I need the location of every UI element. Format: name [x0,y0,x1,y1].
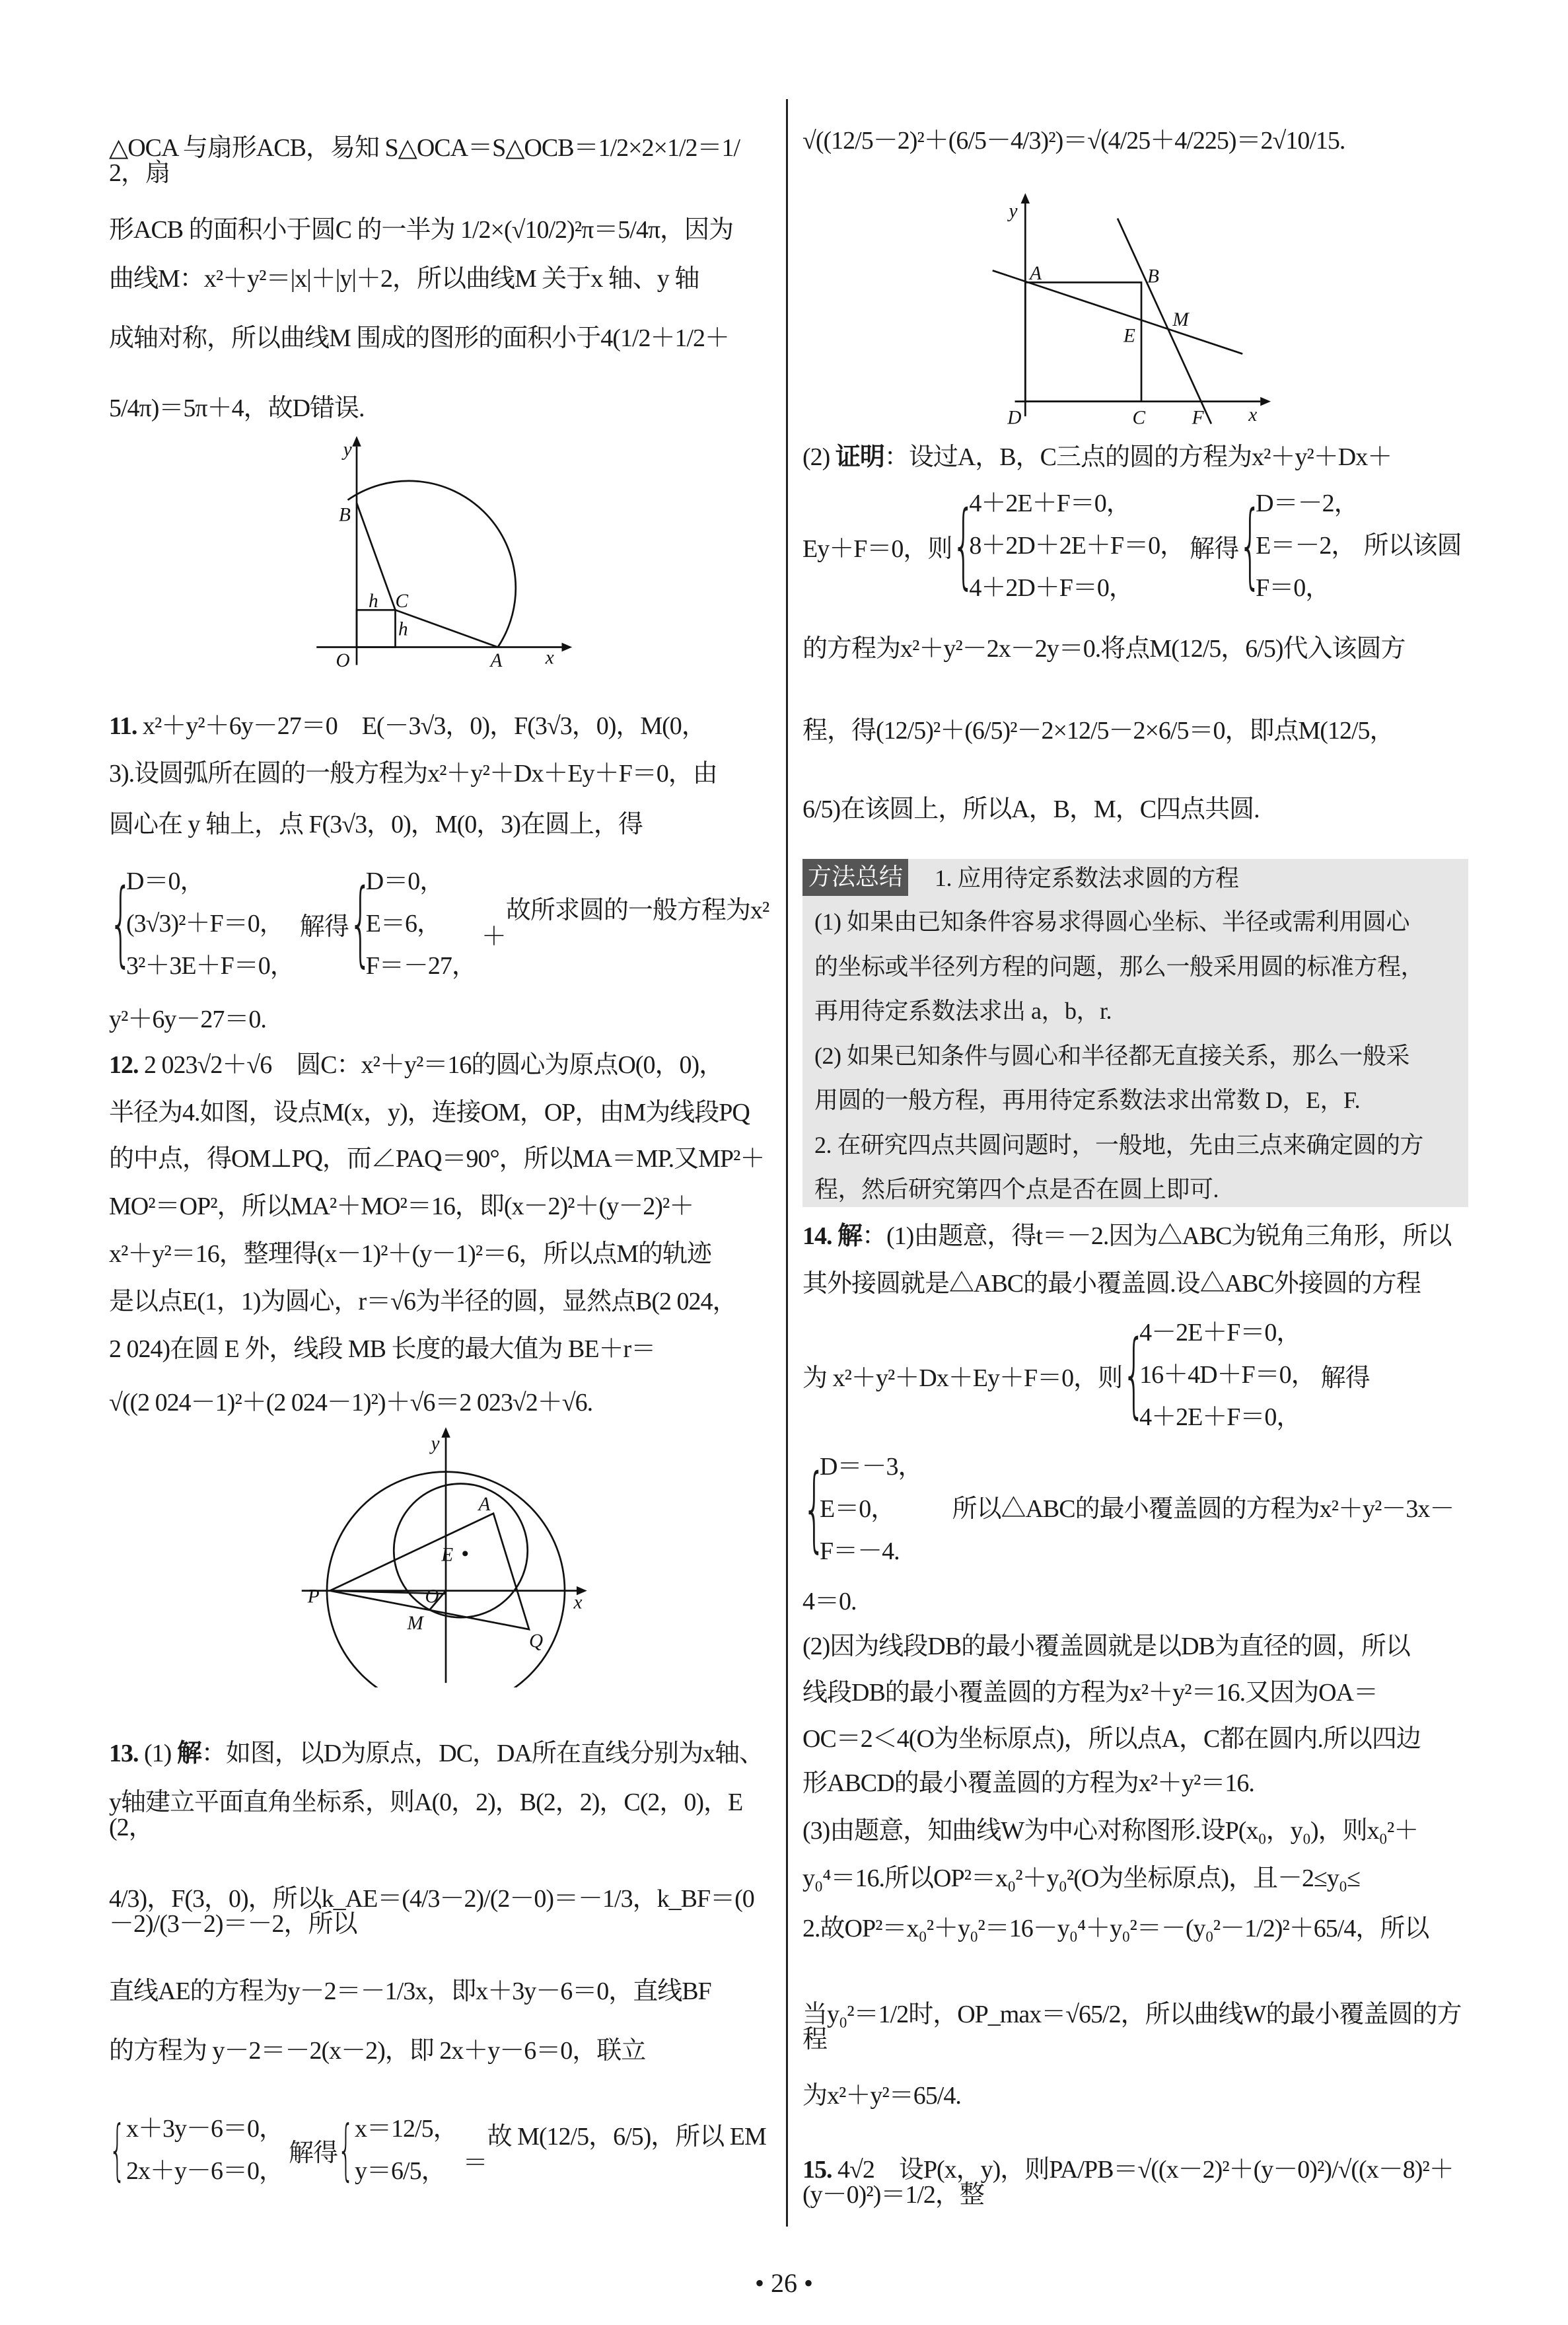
text-line: 4/3)，F(3，0)，所以k_AE＝(4/3－2)/(2－0)＝－1/3，k_BF＝(0－2)/(3－2)＝－2，所以 [109,1885,754,1938]
summary-line: 2. 在研究四点共圆问题时，一般地，先由三点来确定圆的方 [814,1132,1424,1158]
brace: { [802,1455,826,1563]
equation-system [802,1311,1463,1438]
point-label-q: Q [529,1631,544,1652]
equation-system [802,482,1463,609]
system-pre-text: 为 x²＋y²＋Dx＋Ey＋F＝0，则 [802,1364,1123,1392]
text-line: y轴建立平面直角坐标系，则A(0，2)，B(2，2)，C(2，0)，E(2， [109,1789,743,1841]
solution-label: 解 [176,1740,201,1767]
point-label-d: D [1007,407,1022,429]
point-label-p: P [307,1586,320,1607]
brace: { [109,869,133,977]
system-rows: 4－2E＋F＝0， 16＋4D＋F＝0， 4＋2E＋F＝0， [1139,1319,1316,1431]
q13-line [109,1741,769,1766]
text-span: 2 023√2＋√6 圆C：x²＋y²＝16的圆心为原点O(0，0)， [144,1051,724,1079]
text-line: 5/4π)＝5π＋4，故D错误. [109,394,365,422]
question-number: 14. [802,1222,832,1250]
question-number: 11. [109,712,137,740]
axis-label-x: x [573,1592,583,1613]
system-after-text: 所以△ABC的最小覆盖圆的方程为x²＋y²－3x－ [927,1495,1454,1523]
text-line: 4＝0. [802,1588,857,1615]
text-line: 线段DB的最小覆盖圆的方程为x²＋y²＝16.又因为OA＝ [802,1679,1378,1707]
text-span: ：设过A，B，C三点的圆的方程为x²＋y²＋Dx＋ [884,443,1392,471]
text-line: 3).设圆弧所在圆的一般方程为x²＋y²＋Dx＋Ey＋F＝0，由 [109,760,717,788]
point-label-e: E [1123,325,1135,347]
point-label-a: A [1030,262,1042,284]
text-line: 曲线M：x²＋y²＝|x|＋|y|＋2，所以曲线M 关于x 轴、y 轴 [109,265,699,293]
summary-line: 1. 应用待定系数法求圆的方程 [935,865,1239,891]
text-line: √((2 024－1)²＋(2 024－1)²)＋√6＝2 023√2＋√6. [109,1389,593,1417]
text-line: 的方程为 y－2＝－2(x－2)，即 2x＋y－6＝0，联立 [109,2037,646,2065]
summary-line: 的坐标或半径列方程的问题，那么一般采用圆的标准方程， [814,953,1425,980]
system-rows: D＝0， E＝6， F＝－27， [365,867,476,980]
solve-label: 解得 [289,2139,338,2167]
page-number: • 26 • [754,2268,813,2298]
figure-circle-pq [297,1427,594,1687]
axis-label-y: y [1009,200,1018,222]
point-label-a: A [478,1494,491,1516]
axis-label-x: x [545,647,554,669]
brace: { [109,2111,126,2188]
text-line: 6/5)在该圆上，所以A，B，M，C四点共圆. [802,795,1260,823]
point-label-c: C [395,590,409,612]
axis-label-y: y [343,439,352,461]
text-line: 是以点E(1，1)为圆心，r＝√6为半径的圆，显然点B(2 024， [109,1288,737,1315]
text-line: 形ACB 的面积小于圆C 的一半为 1/2×(√10/2)²π＝5/4π，因为 [109,216,734,244]
text-span: ：(1)由题意，得t＝－2.因为△ABC为锐角三角形，所以 [862,1222,1452,1250]
system-rows: D＝0， (3√3)²＋F＝0， 3²＋3E＋F＝0， [126,867,295,980]
column-divider [786,99,788,2227]
text-line: 成轴对称，所以曲线M 围成的图形的面积小于4(1/2＋1/2＋ [109,324,730,352]
part-label: (1) [144,1740,172,1767]
point-label-m: M [1172,309,1189,330]
part-label: (2) [802,443,830,471]
label-h: h [398,618,408,640]
system-after-text: 故所求圆的一般方程为x²＋ [481,897,769,951]
point-label-b: B [339,504,351,526]
q11-line [109,714,769,739]
point-label-e: E [441,1544,454,1566]
brace: { [338,2111,355,2188]
text-line: y²＋6y－27＝0. [109,1006,266,1033]
summary-line: (1) 如果由已知条件容易求得圆心坐标、半径或需利用圆心 [814,908,1409,935]
text-line: 当y₀²＝1/2时，OP_max＝√65/2，所以曲线W的最小覆盖圆的方程 [802,2001,1462,2053]
text-line: √((12/5－2)²＋(6/5－4/3)²)＝√(4/25＋4/225)＝2√10/15. [802,127,1345,155]
q15-line [802,2157,1463,2207]
system-rows: D＝－2， E＝－2， F＝0， [1256,490,1359,602]
equation-system [802,1446,1463,1572]
text-span: x²＋y²＋6y－27＝0 E(－3√3，0)，F(3√3，0)，M(0， [142,712,706,740]
question-number: 13. [109,1740,139,1767]
figure-sector-acb [297,436,594,674]
text-line: (2)因为线段DB的最小覆盖圆就是以DB为直径的圆，所以 [802,1633,1410,1660]
text-line: 程，得(12/5)²＋(6/5)²－2×12/5－2×6/5＝0，即点M(12/5， [802,717,1394,745]
equation-system [109,860,769,987]
text-line: y₀⁴＝16.所以OP²＝x₀²＋y₀²(O为坐标原点)，且－2≤y₀≤ [802,1864,1360,1892]
equation-system [109,2108,769,2192]
axis-label-y: y [431,1432,440,1454]
summary-line: 程，然后研究第四个点是否在圆上即可. [814,1176,1219,1202]
solution-label: 解 [837,1222,863,1250]
proof-label: 证明 [835,443,884,471]
point-label-o: O [336,649,350,671]
solve-label: 解得 [1320,1364,1370,1392]
text-line: 其外接圆就是△ABC的最小覆盖圆.设△ABC外接圆的方程 [802,1270,1421,1298]
text-line: 的方程为x²＋y²－2x－2y＝0.将点M(12/5，6/5)代入该圆方 [802,635,1406,663]
summary-line: 用圆的一般方程，再用待定系数法求出常数 D，E，F. [814,1087,1361,1113]
method-summary-box [802,859,1468,1207]
point-label-f: F [1192,407,1204,429]
figure-rectangle-abcd [988,192,1271,433]
text-line: MO²＝OP²，所以MA²＋MO²＝16，即(x－2)²＋(y－2)²＋ [109,1193,694,1220]
text-span: 4√2 设P(x，y)，则PA/PB＝√((x－2)²＋(y－0)²)/√((x－8)²＋(y－0)²)＝1/2，整 [802,2156,1454,2209]
text-line: △OCA 与扇形ACB，易知 S△OCA＝S△OCB＝1/2×2×1/2＝1/2，扇 [109,134,740,187]
text-line: 半径为4.如图，设点M(x，y)，连接OM，OP，由M为线段PQ [109,1099,750,1126]
brace: { [348,869,372,977]
system-after-text: 所以该圆 [1363,532,1462,560]
summary-line: (2) 如果已知条件与圆心和半径都无直接关系，那么一般采 [814,1043,1409,1069]
text-line: 直线AE的方程为y－2＝－1/3x，即x＋3y－6＝0，直线BF [109,1977,711,2005]
text-line: 2.故OP²＝x₀²＋y₀²＝16－y₀⁴＋y₀²＝－(y₀²－1/2)²＋65/4，所以 [802,1915,1429,1942]
solve-label: 解得 [1190,535,1239,563]
system-after-text: 故 M(12/5，6/5)，所以 EM＝ [462,2123,766,2177]
system-rows: D＝－3， E＝0， F＝－4. [820,1453,923,1565]
text-line: OC＝2＜4(O为坐标原点)，所以点A，C都在圆内.所以四边 [802,1725,1421,1753]
text-line: 形ABCD的最小覆盖圆的方程为x²＋y²＝16. [802,1769,1254,1797]
system-rows: x＝12/5， y＝6/5， [355,2115,458,2185]
q14-line [802,1224,1463,1249]
system-pre-text: Ey＋F＝0，则 [802,535,952,563]
text-line: 圆心在 y 轴上，点 F(3√3，0)，M(0，3)在圆上，得 [109,811,643,838]
system-rows: 4＋2E＋F＝0， 8＋2D＋2E＋F＝0， 4＋2D＋F＝0， [969,490,1185,602]
point-label-m: M [407,1613,423,1635]
text-line: (3)由题意，知曲线W为中心对称图形.设P(x₀，y₀)，则x₀²＋ [802,1817,1419,1845]
text-line [802,445,1463,470]
method-summary-tag: 方法总结 [802,859,908,896]
text-line: 的中点，得OM⊥PQ，而∠PAQ＝90°，所以MA＝MP.又MP²＋ [109,1145,765,1173]
text-line: x²＋y²＝16，整理得(x－1)²＋(y－1)²＝6，所以点M的轨迹 [109,1240,711,1268]
point-label-b: B [1147,266,1159,287]
system-rows: x＋3y－6＝0， 2x＋y－6＝0， [126,2115,284,2185]
text-span: ：如图，以D为原点，DC，DA所在直线分别为x轴、 [201,1740,764,1767]
question-number: 12. [109,1051,139,1079]
brace: { [1122,1321,1146,1428]
q12-line [109,1052,769,1078]
label-h: h [369,590,378,612]
axis-label-x: x [1248,404,1258,425]
text-line: 为x²＋y²＝65/4. [802,2082,961,2110]
point-label-c: C [1132,407,1146,429]
point-label-o: O [425,1586,439,1607]
summary-line: 再用待定系数法求出 a，b，r. [814,998,1112,1024]
text-line: 2 024)在圆 E 外，线段 MB 长度的最大值为 BE＋r＝ [109,1335,656,1363]
question-number: 15. [802,2156,832,2184]
brace: { [1238,492,1262,599]
solve-label: 解得 [299,912,349,941]
point-label-a: A [490,649,503,671]
brace: { [952,492,976,599]
